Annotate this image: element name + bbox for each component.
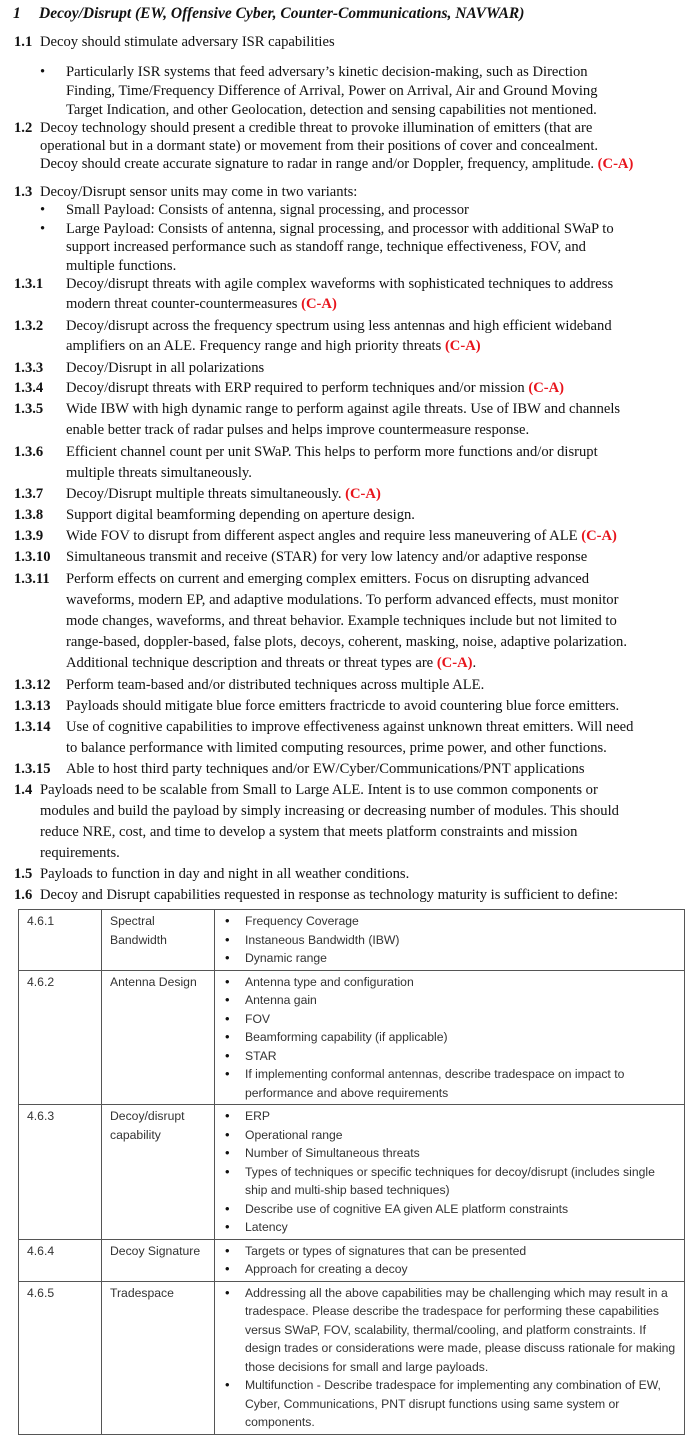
section-text-line: Decoy technology should present a credible threat to provoke illumination of emitters (that are bbox=[40, 120, 593, 136]
section-text: Decoy and Disrupt capabilities requested in response as technology maturity is sufficient to define: bbox=[40, 887, 619, 903]
classification-tag: (C-A) bbox=[345, 486, 381, 502]
subsection-line bbox=[66, 378, 564, 398]
row-id: 4.6.1 bbox=[19, 910, 102, 971]
bullet-line: • Large Payload: Consists of antenna, signal processing, and processor with additional SWaP to bbox=[66, 219, 614, 239]
text: Decoy/Disrupt multiple threats simultaneously. bbox=[66, 486, 346, 502]
table-row bbox=[19, 1281, 685, 1434]
section-heading bbox=[13, 5, 524, 23]
text: amplifiers on an ALE. Frequency range and high priority threats bbox=[66, 338, 442, 354]
capabilities-table bbox=[18, 909, 685, 1435]
section-text: Decoy/Disrupt sensor units may come in two variants: bbox=[40, 184, 358, 200]
subsection-line: Perform team-based and/or distributed techniques across multiple ALE. bbox=[66, 677, 485, 693]
bullet-line: support increased performance such as standoff range, technique effectiveness, FOV, and bbox=[66, 239, 586, 255]
text: modern threat counter-countermeasures bbox=[66, 296, 298, 312]
table-row bbox=[19, 1239, 685, 1281]
subsection-line: Decoy/disrupt across the frequency spectrum using less antennas and high efficient wideband bbox=[66, 318, 612, 334]
list-item: • Addressing all the above capabilities may be challenging which may result in a tradespace. Please describe the tradespace for performing these capabilities versus SWaP, FOV, scalability, thermal/cooling, and platform constraints. If design trades or considerations were made, please discuss rationale for making those decisions for small and large payloads. bbox=[245, 1284, 678, 1377]
classification-tag: (C-A) bbox=[444, 338, 481, 354]
list-item: • Antenna type and configuration bbox=[245, 973, 678, 992]
subsection-number: 1.3.6 bbox=[14, 444, 44, 460]
classification-tag: (C-A) bbox=[301, 296, 337, 312]
list-item: • Multifunction - Describe tradespace for implementing any combination of EW, Cyber, Communications, PNT disrupt functions using same system or components. bbox=[245, 1376, 678, 1432]
subsection-line: range-based, doppler-based, false plots, decoys, coherent, masking, noise, adaptive polarization. bbox=[66, 634, 627, 650]
subsection-number: 1.3.10 bbox=[14, 549, 51, 565]
list-item: • Number of Simultaneous threats bbox=[245, 1144, 678, 1163]
list-item: • If implementing conformal antennas, describe tradespace on impact to performance and above requirements bbox=[245, 1065, 678, 1102]
section-number: 1.2 bbox=[14, 120, 33, 136]
section-number: 1.5 bbox=[14, 866, 33, 882]
list-item: • FOV bbox=[245, 1010, 678, 1029]
row-items bbox=[215, 1239, 685, 1281]
row-items bbox=[215, 1281, 685, 1434]
section-text-line: requirements. bbox=[40, 845, 120, 861]
list-item: • Operational range bbox=[245, 1126, 678, 1145]
list-item: • Beamforming capability (if applicable) bbox=[245, 1028, 678, 1047]
bullet-line: • Small Payload: Consists of antenna, signal processing, and processor bbox=[66, 200, 469, 220]
subsection-line: Simultaneous transmit and receive (STAR) for very low latency and/or adaptive response bbox=[66, 549, 588, 565]
subsection-line: to balance performance with limited computing resources, prime power, and other functions. bbox=[66, 740, 607, 756]
subsection-number: 1.3.3 bbox=[14, 360, 44, 376]
text: Decoy should create accurate signature to radar in range and/or Doppler, frequency, amplitude. bbox=[40, 156, 595, 172]
list-item: • STAR bbox=[245, 1047, 678, 1066]
table-row bbox=[19, 910, 685, 971]
row-name: Tradespace bbox=[102, 1281, 215, 1434]
subsection-line: Additional technique description and threats or threat types are (C-A). bbox=[66, 655, 477, 671]
classification-tag: (C-A) bbox=[436, 655, 473, 671]
classification-tag: (C-A) bbox=[528, 380, 564, 396]
section-text-line: Payloads need to be scalable from Small to Large ALE. Intent is to use common components or bbox=[40, 782, 598, 798]
row-id: 4.6.2 bbox=[19, 970, 102, 1105]
row-name: Spectral Bandwidth bbox=[102, 910, 215, 971]
subsection-number: 1.3.8 bbox=[14, 507, 44, 523]
text: Decoy/disrupt threats with ERP required to perform techniques and/or mission bbox=[66, 380, 525, 396]
subsection-number: 1.3.1 bbox=[14, 276, 44, 292]
table-row bbox=[19, 1105, 685, 1240]
row-items bbox=[215, 970, 685, 1105]
subsection-number: 1.3.13 bbox=[14, 698, 51, 714]
subsection-line: enable better track of radar pulses and helps improve countermeasure response. bbox=[66, 422, 530, 438]
section-number: 1.1 bbox=[14, 34, 33, 50]
section-number: 1.6 bbox=[14, 887, 33, 903]
row-name: Decoy Signature bbox=[102, 1239, 215, 1281]
list-item: • Antenna gain bbox=[245, 991, 678, 1010]
subsection-number: 1.3.5 bbox=[14, 401, 44, 417]
subsection-line: Wide IBW with high dynamic range to perform against agile threats. Use of IBW and channels bbox=[66, 401, 621, 417]
list-item: • Latency bbox=[245, 1218, 678, 1237]
list-item: • Approach for creating a decoy bbox=[245, 1260, 678, 1279]
section-text-line bbox=[40, 154, 633, 174]
list-item: • Types of techniques or specific techniques for decoy/disrupt (includes single ship and multi-ship based techniques) bbox=[245, 1163, 678, 1200]
heading-number: 1 bbox=[13, 5, 21, 22]
bullet-line: Target Indication, and other Geolocation, detection and sensing capabilities not mentioned. bbox=[66, 102, 597, 118]
classification-tag: (C-A) bbox=[597, 156, 634, 172]
section-text-line: operational but in a dormant state) or movement from their positions of cover and concealment. bbox=[40, 138, 599, 154]
bullet-line: • Particularly ISR systems that feed adversary’s kinetic decision-making, such as Direction bbox=[66, 62, 588, 82]
subsection-line bbox=[66, 484, 381, 504]
subsection-line: Perform effects on current and emerging complex emitters. Focus on disrupting advanced bbox=[66, 571, 590, 587]
subsection-number: 1.3.14 bbox=[14, 719, 51, 735]
row-id: 4.6.5 bbox=[19, 1281, 102, 1434]
list-item: • Instaneous Bandwidth (IBW) bbox=[245, 931, 678, 950]
section-text-line: modules and build the payload by simply increasing or decreasing number of modules. This should bbox=[40, 803, 619, 819]
subsection-line bbox=[66, 336, 481, 356]
heading-title: Decoy/Disrupt (EW, Offensive Cyber, Counter-Communications, NAVWAR) bbox=[39, 5, 525, 22]
subsection-line: multiple threats simultaneously. bbox=[66, 465, 252, 481]
subsection-line: Payloads should mitigate blue force emitters fractricde to avoid countering blue force emitters. bbox=[66, 698, 620, 714]
subsection-number: 1.3.15 bbox=[14, 761, 51, 777]
section-number: 1.3 bbox=[14, 184, 33, 200]
subsection-number: 1.3.7 bbox=[14, 486, 44, 502]
subsection-line: Support digital beamforming depending on aperture design. bbox=[66, 507, 415, 523]
row-items bbox=[215, 910, 685, 971]
list-item: • Targets or types of signatures that can be presented bbox=[245, 1242, 678, 1261]
section-number: 1.4 bbox=[14, 782, 33, 798]
row-items bbox=[215, 1105, 685, 1240]
subsection-number: 1.3.11 bbox=[14, 571, 50, 587]
list-item: • Dynamic range bbox=[245, 949, 678, 968]
subsection-number: 1.3.4 bbox=[14, 380, 44, 396]
list-item: • ERP bbox=[245, 1107, 678, 1126]
bullet-line: multiple functions. bbox=[66, 258, 177, 274]
list-item: • Describe use of cognitive EA given ALE platform constraints bbox=[245, 1200, 678, 1219]
section-text: Payloads to function in day and night in all weather conditions. bbox=[40, 866, 410, 882]
classification-tag: (C-A) bbox=[581, 528, 617, 544]
text: Wide FOV to disrupt from different aspect angles and require less maneuvering of ALE bbox=[66, 528, 578, 544]
subsection-line: Use of cognitive capabilities to improve effectiveness against unknown threat emitters. Will need bbox=[66, 719, 634, 735]
subsection-line: waveforms, modern EP, and adaptive modulations. To perform advanced effects, must monitor bbox=[66, 592, 619, 608]
subsection-number: 1.3.9 bbox=[14, 528, 44, 544]
table-row bbox=[19, 970, 685, 1105]
section-text-line: reduce NRE, cost, and time to develop a system that meets platform constraints and mission bbox=[40, 824, 578, 840]
subsection-line: Decoy/disrupt threats with agile complex waveforms with sophisticated techniques to address bbox=[66, 276, 614, 292]
subsection-line: Able to host third party techniques and/or EW/Cyber/Communications/PNT applications bbox=[66, 761, 585, 777]
section-text: Decoy should stimulate adversary ISR capabilities bbox=[40, 34, 335, 50]
subsection-line: Efficient channel count per unit SWaP. This helps to perform more functions and/or disrupt bbox=[66, 444, 598, 460]
row-name: Decoy/disrupt capability bbox=[102, 1105, 215, 1240]
row-id: 4.6.3 bbox=[19, 1105, 102, 1240]
list-item: • Frequency Coverage bbox=[245, 912, 678, 931]
subsection-line: mode changes, waveforms, and threat behavior. Example techniques include but not limited to bbox=[66, 613, 617, 629]
subsection-number: 1.3.2 bbox=[14, 318, 44, 334]
subsection-line bbox=[66, 294, 337, 314]
subsection-number: 1.3.12 bbox=[14, 677, 51, 693]
subsection-line: Decoy/Disrupt in all polarizations bbox=[66, 360, 265, 376]
subsection-line bbox=[66, 526, 617, 546]
text: Additional technique description and threats or threat types are bbox=[66, 655, 434, 671]
bullet-line: Finding, Time/Frequency Difference of Arrival, Power on Arrival, Air and Ground Moving bbox=[66, 83, 598, 99]
row-name: Antenna Design bbox=[102, 970, 215, 1105]
row-id: 4.6.4 bbox=[19, 1239, 102, 1281]
